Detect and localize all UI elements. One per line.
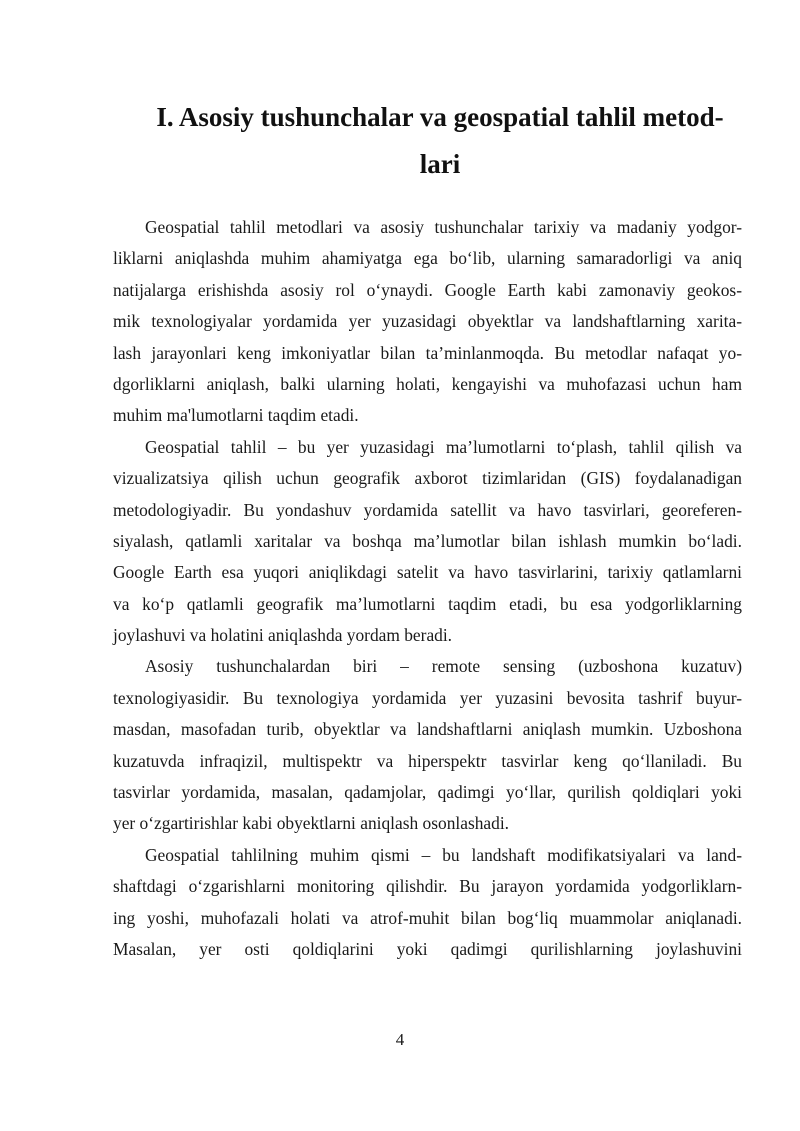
text-line: Geospatial tahlilning muhim qismi – bu landshaft modifikatsiyalari va land- — [145, 844, 742, 865]
chapter-title-line-1: I. Asosiy tushunchalar va geospatial tahlil metod- — [156, 102, 724, 132]
chapter-title — [140, 94, 740, 188]
text-line: Google Earth esa yuqori aniqlikdagi satelit va havo tasvirlarini, tarixiy qatlamlarni — [113, 562, 742, 583]
text-line: metodologiyadir. Bu yondashuv yordamida satellit va havo tasvirlari, georeferen- — [113, 499, 742, 520]
text-line: joylashuvi va holatini aniqlashda yordam beradi. — [113, 625, 453, 646]
text-line: Masalan, yer osti qoldiqlarini yoki qadimgi qurilishlarning joylashuvini — [113, 938, 742, 959]
chapter-title-line-2: lari — [419, 149, 461, 179]
text-line: lash jarayonlari keng imkoniyatlar bilan ta’minlanmoqda. Bu metodlar nafaqat yo- — [113, 342, 742, 363]
text-line: natijalarga erishishda asosiy rol o‘ynaydi. Google Earth kabi zamonaviy geokos- — [113, 279, 742, 300]
text-line: kuzatuvda infraqizil, multispektr va hiperspektr tasvirlar keng qo‘llaniladi. Bu — [113, 750, 742, 771]
text-line: va ko‘p qatlamli geografik ma’lumotlarni taqdim etadi, bu esa yodgorliklarning — [113, 593, 742, 614]
text-line: siyalash, qatlamli xaritalar va boshqa ma’lumotlar bilan ishlash mumkin bo‘ladi. — [113, 530, 742, 551]
text-line: tasvirlar yordamida, masalan, qadamjolar, qadimgi yo‘llar, qurilish qoldiqlari yoki — [113, 782, 742, 803]
paragraph-4 — [113, 840, 742, 966]
text-line: muhim ma'lumotlarni taqdim etadi. — [113, 405, 359, 426]
paragraph-3 — [113, 651, 742, 839]
text-line: ing yoshi, muhofazali holati va atrof-muhit bilan bog‘liq muammolar aniqlanadi. — [113, 907, 742, 928]
text-line: texnologiyasidir. Bu texnologiya yordamida yer yuzasini bevosita tashrif buyur- — [113, 687, 742, 708]
text-line: shaftdagi o‘zgarishlarni monitoring qilishdir. Bu jarayon yordamida yodgorliklarn- — [113, 876, 742, 897]
text-line: Asosiy tushunchalardan biri – remote sensing (uzboshona kuzatuv) — [145, 656, 742, 677]
paragraph-1 — [113, 212, 742, 432]
text-line: Geospatial tahlil – bu yer yuzasidagi ma’lumotlarni to‘plash, tahlil qilish va — [145, 436, 742, 457]
text-line: liklarni aniqlashda muhim ahamiyatga ega bo‘lib, ularning samaradorligi va aniq — [113, 248, 742, 269]
page-number: 4 — [395, 1030, 405, 1049]
text-line: masdan, masofadan turib, obyektlar va landshaftlarni aniqlash mumkin. Uzboshona — [113, 719, 742, 740]
body-text — [113, 212, 742, 965]
text-line: mik texnologiyalar yordamida yer yuzasidagi obyektlar va landshaftlarning xarita- — [113, 311, 742, 332]
paragraph-2 — [113, 432, 742, 652]
text-line: dgorliklarni aniqlash, balki ularning holati, kengayishi va muhofazasi uchun ham — [113, 373, 742, 394]
text-line: Geospatial tahlil metodlari va asosiy tushunchalar tarixiy va madaniy yodgor- — [145, 217, 742, 237]
text-line: vizualizatsiya qilish uchun geografik axborot tizimlaridan (GIS) foydalanadigan — [113, 468, 742, 489]
text-line: yer o‘zgartirishlar kabi obyektlarni aniqlash osonlashadi. — [113, 813, 510, 834]
